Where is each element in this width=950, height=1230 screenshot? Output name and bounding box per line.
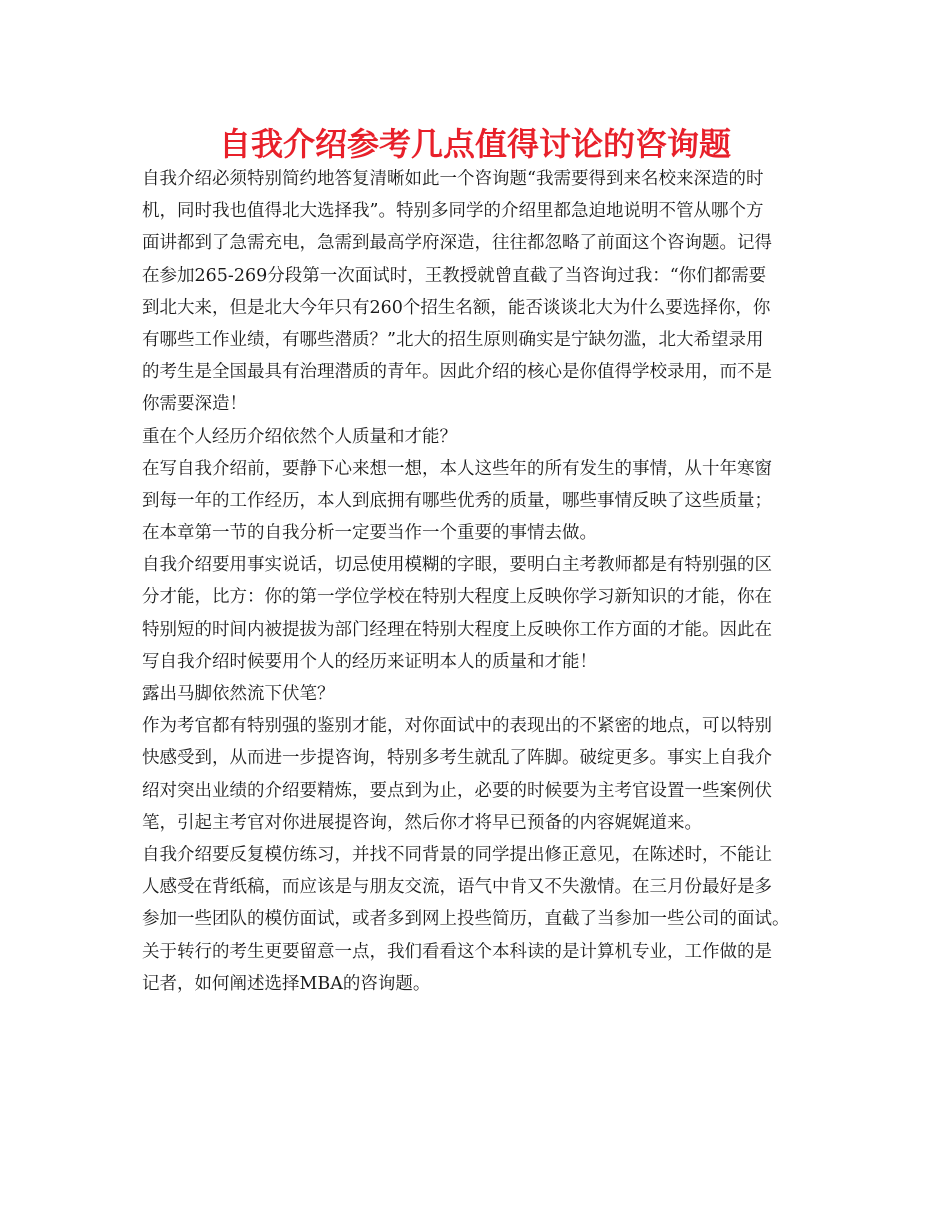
text-line: 分才能，比方：你的第一学位学校在特别大程度上反映你学习新知识的才能，你在 [142, 587, 772, 608]
text-line: 快感受到，从而进一步提咨询，特别多考生就乱了阵脚。破绽更多。事实上自我介 [142, 748, 772, 769]
text-line: 自我介绍必须特别简约地答复清晰如此一个咨询题“我需要得到来名校来深造的时 [142, 169, 764, 189]
document-body [142, 163, 822, 1000]
text-line: 记者，如何阐述选择MBA的咨询题。 [142, 973, 431, 994]
text-line: 你需要深造！ [142, 394, 247, 415]
text-line: 在本章第一节的自我分析一定要当作一个重要的事情去做。 [142, 523, 597, 544]
text-line: 作为考官都有特别强的鉴别才能，对你面试中的表现出的不紧密的地点，可以特别 [142, 716, 772, 737]
text-line: 写自我介绍时候要用个人的经历来证明本人的质量和才能！ [142, 651, 597, 672]
text-line: 自我介绍要用事实说话，切忌使用模糊的字眼，要明白主考教师都是有特别强的区 [142, 555, 772, 576]
text-line: 关于转行的考生更要留意一点，我们看看这个本科读的是计算机专业，工作做的是 [142, 941, 772, 962]
text-line: 参加一些团队的模仿面试，或者多到网上投些简历，直截了当参加一些公司的面试。 [142, 909, 790, 930]
text-line: 到北大来，但是北大今年只有260个招生名额，能否谈谈北大为什么要选择你，你 [142, 297, 771, 318]
text-line: 面讲都到了急需充电，急需到最高学府深造，往往都忽略了前面这个咨询题。记得 [142, 233, 772, 254]
text-line: 人感受在背纸稿，而应该是与朋友交流，语气中肯又不失激情。在三月份最好是多 [142, 877, 772, 898]
document-title: 自我介绍参考几点值得讨论的咨询题 [218, 125, 731, 163]
text-line: 特别短的时间内被提拔为部门经理在特别大程度上反映你工作方面的才能。因此在 [142, 619, 772, 640]
text-line: 有哪些工作业绩，有哪些潜质？”北大的招生原则确实是宁缺勿滥，北大希望录用 [142, 329, 764, 350]
text-line: 绍对突出业绩的介绍要精炼，要点到为止，必要的时候要为主考官设置一些案例伏 [142, 780, 772, 801]
text-line: 机，同时我也值得北大选择我”。特别多同学的介绍里都急迫地说明不管从哪个方 [142, 201, 764, 222]
text-line: 在参加265-269分段第一次面试时，王教授就曾直截了当咨询过我：“你们都需要 [142, 265, 767, 286]
section-heading: 重在个人经历介绍依然个人质量和才能？ [142, 426, 457, 447]
text-line: 的考生是全国最具有治理潜质的青年。因此介绍的核心是你值得学校录用，而不是 [142, 362, 772, 383]
text-line: 笔，引起主考官对你进展提咨询，然后你才将早已预备的内容娓娓道来。 [142, 812, 702, 833]
section-heading: 露出马脚依然流下伏笔？ [142, 684, 335, 704]
text-line: 在写自我介绍前，要静下心来想一想，本人这些年的所有发生的事情，从十年寒窗 [142, 458, 772, 479]
text-line: 到每一年的工作经历，本人到底拥有哪些优秀的质量，哪些事情反映了这些质量； [142, 490, 772, 511]
text-line: 自我介绍要反复模仿练习，并找不同背景的同学提出修正意见，在陈述时，不能让 [142, 844, 772, 865]
